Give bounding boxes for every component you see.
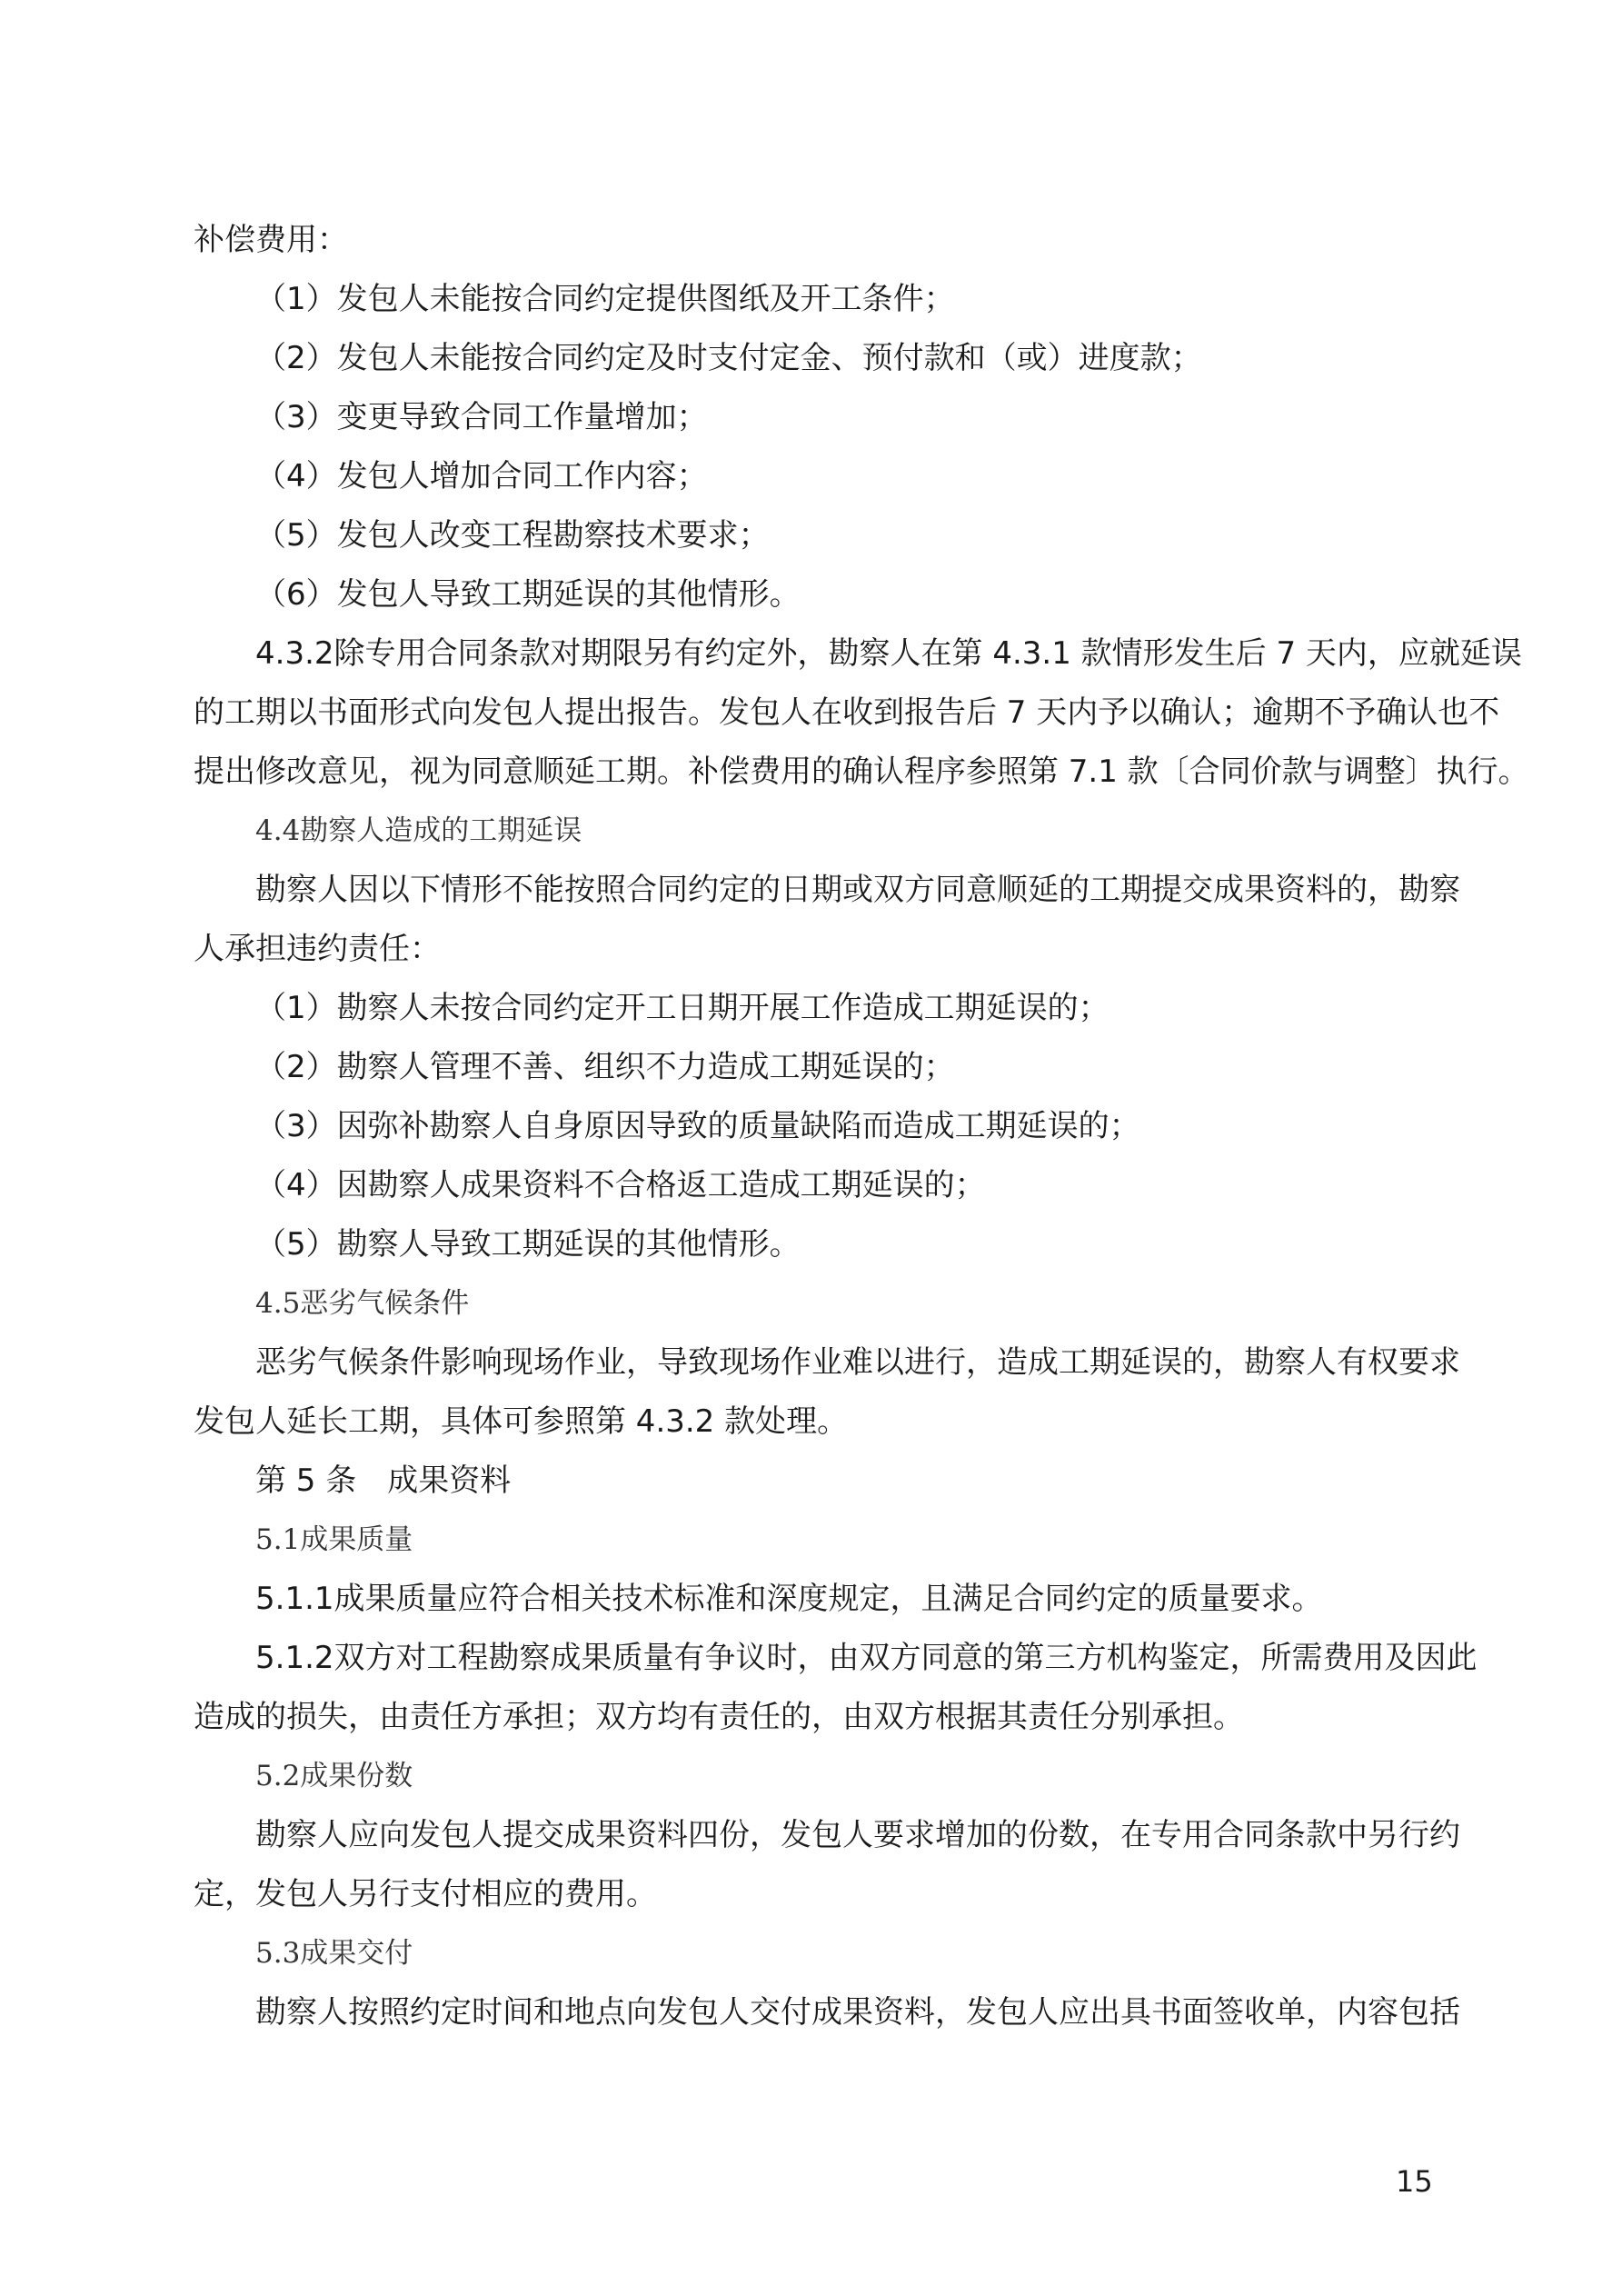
section-heading: 4.4勘察人造成的工期延误 (255, 814, 582, 847)
page-number: 15 (1396, 2164, 1433, 2199)
paragraph-line: 造成的损失，由责任方承担；双方均有责任的，由双方根据其责任分别承担。 (194, 1699, 1244, 1735)
list-item: （4）发包人增加合同工作内容； (255, 458, 708, 494)
list-item: （1）发包人未能按合同约定提供图纸及开工条件； (255, 281, 955, 317)
list-item: （3）因弥补勘察人自身原因导致的质量缺陷而造成工期延误的； (255, 1108, 1140, 1144)
paragraph-line: 勘察人因以下情形不能按照合同约定的日期或双方同意顺延的工期提交成果资料的，勘察 (255, 872, 1460, 908)
paragraph-line: 提出修改意见，视为同意顺延工期。补偿费用的确认程序参照第 7.1 款〔合同价款与调整〕执行。 (194, 754, 1529, 790)
list-item: （2）发包人未能按合同约定及时支付定金、预付款和（或）进度款； (255, 340, 1202, 376)
paragraph-continuation: 补偿费用： (194, 222, 348, 258)
paragraph-line: 4.3.2除专用合同条款对期限另有约定外，勘察人在第 4.3.1 款情形发生后 7 天内，应就延误 (255, 635, 1522, 672)
paragraph-line: 的工期以书面形式向发包人提出报告。发包人在收到报告后 7 天内予以确认；逾期不予确认也不 (194, 694, 1500, 731)
paragraph-line: 勘察人应向发包人提交成果资料四份，发包人要求增加的份数，在专用合同条款中另行约 (255, 1817, 1460, 1853)
list-item: （1）勘察人未按合同约定开工日期开展工作造成工期延误的； (255, 990, 1110, 1026)
paragraph-line: 恶劣气候条件影响现场作业，导致现场作业难以进行，造成工期延误的，勘察人有权要求 (255, 1344, 1460, 1381)
paragraph-line: 人承担违约责任： (194, 931, 441, 967)
document-body (194, 211, 1529, 2042)
section-heading: 4.5恶劣气候条件 (255, 1287, 470, 1320)
paragraph-line: 5.1.1成果质量应符合相关技术标准和深度规定，且满足合同约定的质量要求。 (255, 1581, 1323, 1617)
section-heading: 5.3成果交付 (255, 1937, 413, 1970)
list-item: （2）勘察人管理不善、组织不力造成工期延误的； (255, 1049, 955, 1085)
paragraph-line: 定，发包人另行支付相应的费用。 (194, 1876, 657, 1912)
list-item: （5）勘察人导致工期延误的其他情形。 (255, 1226, 801, 1263)
section-heading: 5.2成果份数 (255, 1760, 413, 1792)
paragraph-line: 发包人延长工期，具体可参照第 4.3.2 款处理。 (194, 1403, 849, 1440)
list-item: （4）因勘察人成果资料不合格返工造成工期延误的； (255, 1167, 986, 1203)
section-heading: 5.1成果质量 (255, 1523, 413, 1556)
paragraph-line: 5.1.2双方对工程勘察成果质量有争议时，由双方同意的第三方机构鉴定，所需费用及因此 (255, 1640, 1478, 1676)
paragraph-line: 勘察人按照约定时间和地点向发包人交付成果资料，发包人应出具书面签收单，内容包括 (255, 1994, 1460, 2031)
article-heading: 第 5 条 成果资料 (255, 1462, 512, 1499)
list-item: （6）发包人导致工期延误的其他情形。 (255, 576, 801, 613)
list-item: （5）发包人改变工程勘察技术要求； (255, 517, 770, 554)
list-item: （3）变更导致合同工作量增加； (255, 399, 708, 435)
